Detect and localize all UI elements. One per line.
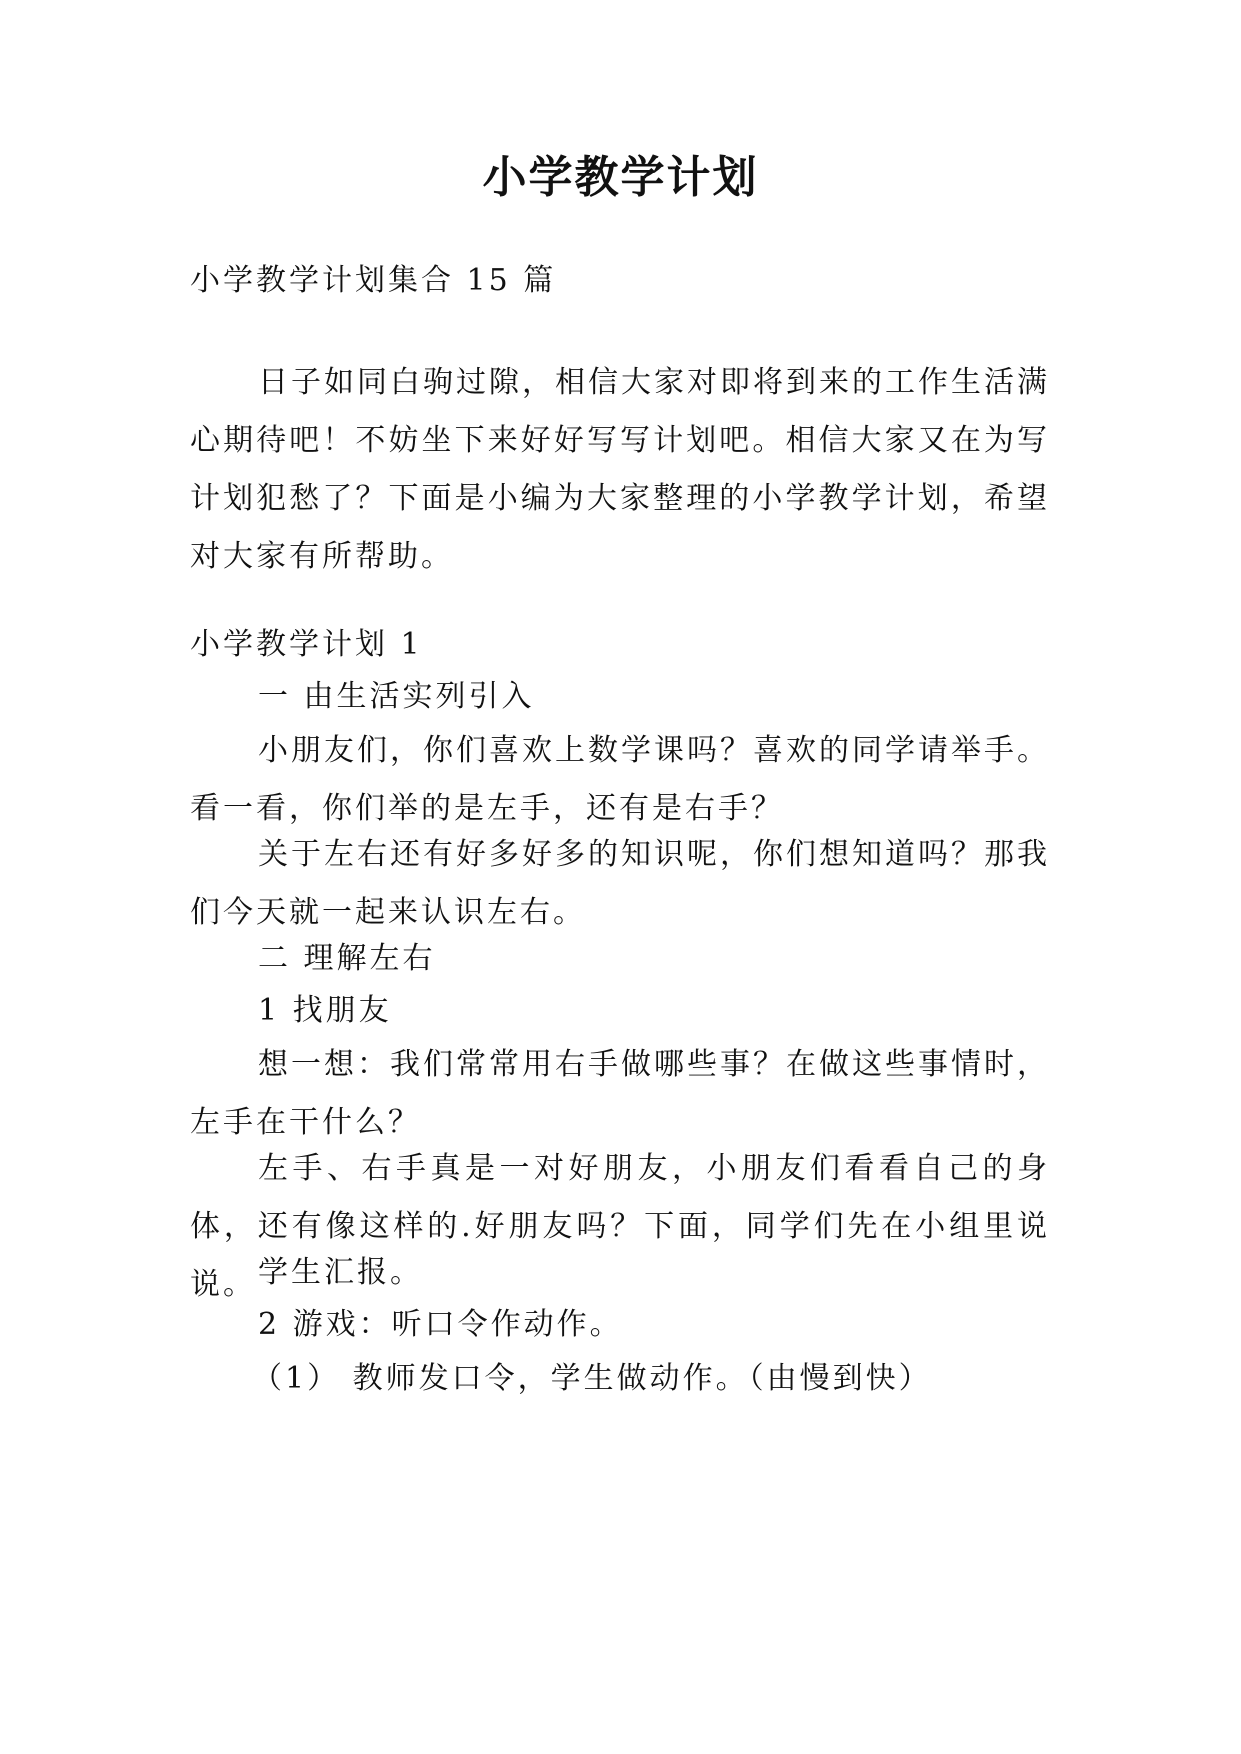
paragraph-3: 想一想：我们常常用右手做哪些事？在做这些事情时，左手在干什么？ [190,1047,1050,1140]
list-item-1: 1 找朋友 [258,993,392,1028]
paragraph-2: 关于左右还有好多好多的知识呢，你们想知道吗？那我们今天就一起来认识左右。 [190,837,1050,930]
document-title: 小学教学计划 [482,152,759,203]
list-subitem-1: （1） 教师发口令，学生做动作。（由慢到快） [252,1361,932,1396]
paragraph-5: 学生汇报。 [258,1255,423,1290]
part-heading-1: 一 由生活实列引入 [258,679,535,714]
document-subtitle: 小学教学计划集合 15 篇 [190,263,557,298]
paragraph-4: 左手、右手真是一对好朋友，小朋友们看看自己的身体，还有像这样的.好朋友吗？下面，同学们先在小组里说说。 [190,1151,1050,1302]
intro-paragraph: 日子如同白驹过隙，相信大家对即将到来的工作生活满心期待吧！不妨坐下来好好写写计划吧。相信大家又在为写计划犯愁了？下面是小编为大家整理的小学教学计划，希望对大家有所帮助。 [190,365,1050,574]
section-heading: 小学教学计划 1 [190,627,423,662]
paragraph-1: 小朋友们，你们喜欢上数学课吗？喜欢的同学请举手。看一看，你们举的是左手，还有是右手？ [190,733,1050,826]
part-heading-2: 二 理解左右 [258,941,436,976]
list-item-2: 2 游戏：听口令作动作。 [258,1307,623,1342]
